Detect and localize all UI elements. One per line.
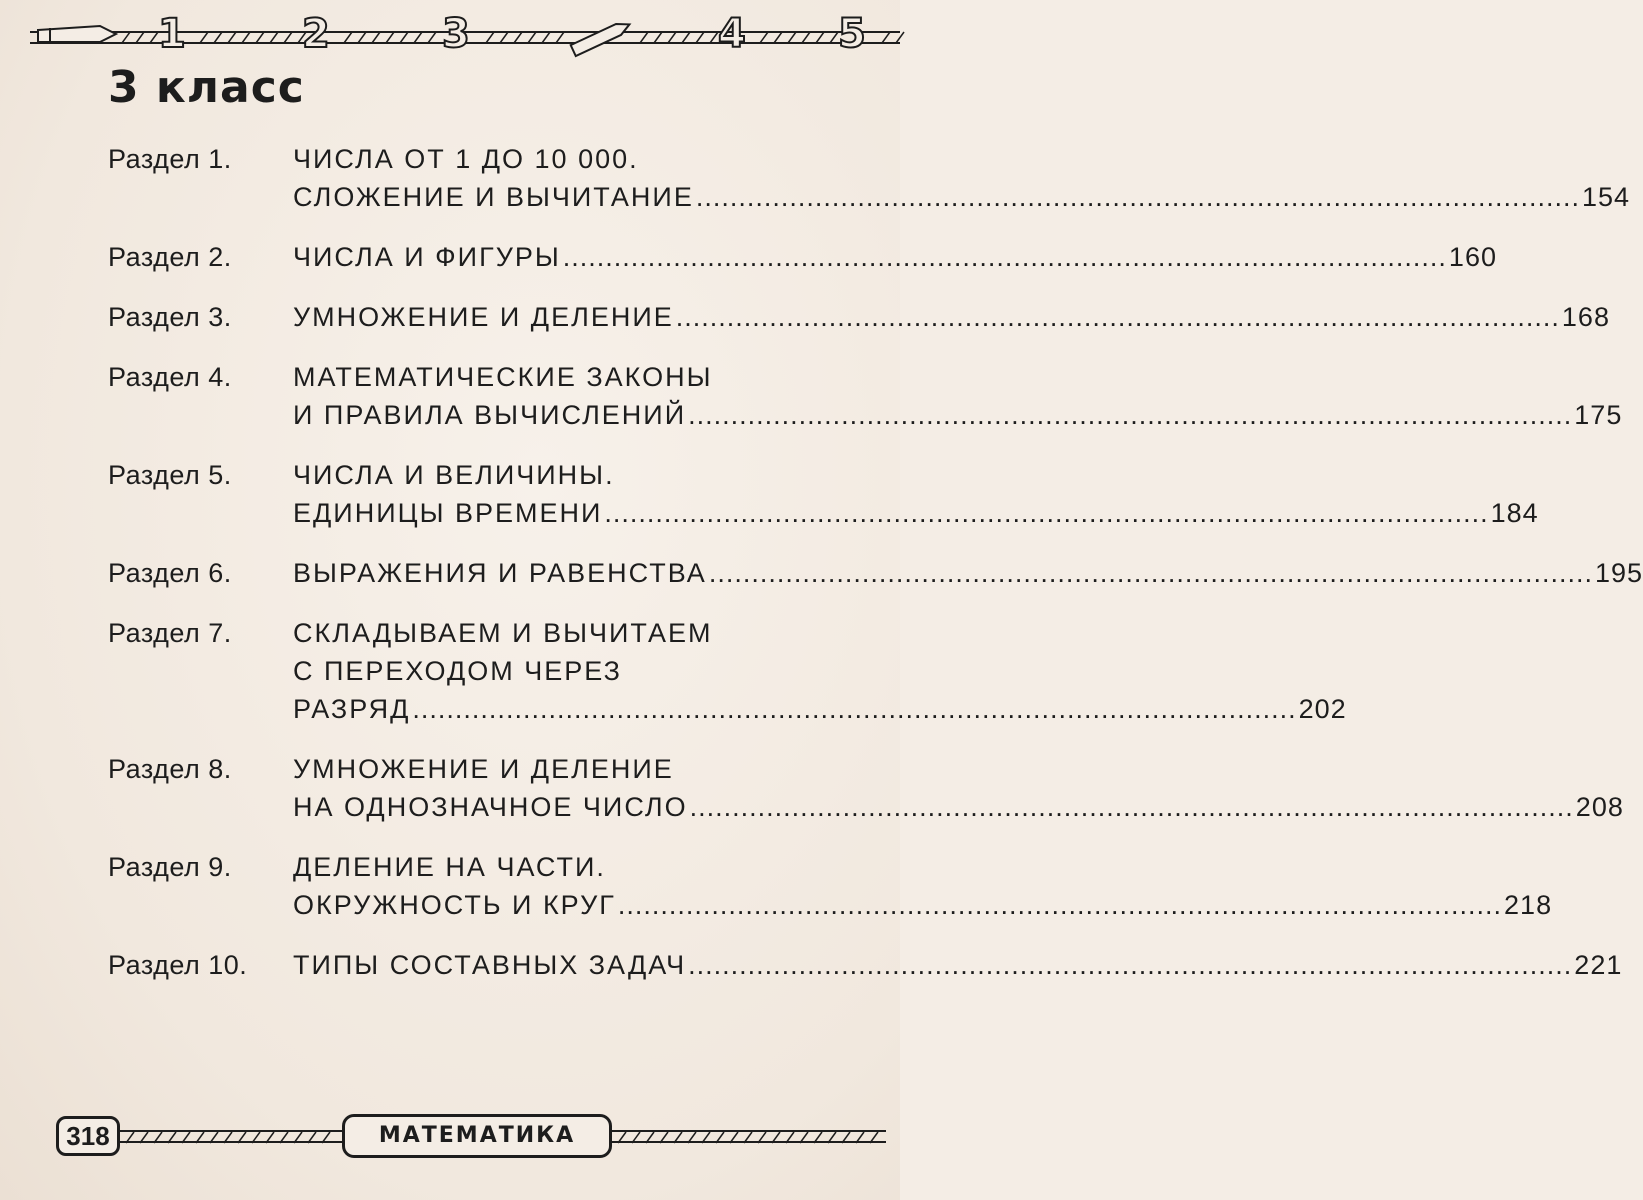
section-title-line: ЧИСЛА И ВЕЛИЧИНЫ.	[293, 460, 615, 490]
section-title-text: ОКРУЖНОСТЬ И КРУГ	[293, 890, 616, 920]
pencil-icon	[571, 19, 632, 56]
dot-leader	[696, 178, 1580, 216]
decorative-digit: 5	[838, 11, 866, 57]
section-title	[293, 358, 1622, 434]
dot-leader	[618, 886, 1502, 924]
pencil-icon	[38, 26, 116, 42]
section-label: Раздел 3.	[108, 302, 232, 332]
section-title-line	[293, 238, 1497, 276]
section-title	[293, 298, 1610, 336]
section-title-line	[293, 178, 1630, 216]
toc-entry	[108, 614, 1347, 728]
section-title-text: ВЫРАЖЕНИЯ И РАВЕНСТВА	[293, 558, 707, 588]
section-label: Раздел 10.	[108, 950, 248, 980]
section-label: Раздел 8.	[108, 754, 232, 784]
section-title-line	[293, 690, 1347, 728]
section-title	[293, 554, 1643, 592]
toc-entry	[108, 238, 1497, 276]
footer	[56, 1112, 886, 1162]
dot-leader	[688, 396, 1572, 434]
toc-entry	[108, 298, 1610, 336]
page-number-badge: 318	[56, 1116, 120, 1156]
dot-leader	[688, 946, 1572, 984]
page-number: 154	[1581, 182, 1631, 212]
dot-leader	[604, 494, 1488, 532]
toc-entry	[108, 554, 1643, 592]
section-title	[293, 848, 1552, 924]
section-label: Раздел 4.	[108, 362, 232, 392]
section-title-line	[293, 788, 1624, 826]
section-title-line: МАТЕМАТИЧЕСКИЕ ЗАКОНЫ	[293, 362, 713, 392]
toc-entry	[108, 946, 1623, 984]
section-label: Раздел 1.	[108, 144, 232, 174]
page-number: 218	[1504, 890, 1553, 920]
decorative-digit: 1	[158, 11, 186, 57]
decorative-digit: 3	[442, 11, 470, 57]
section-label: Раздел 6.	[108, 558, 232, 588]
dot-leader	[690, 788, 1574, 826]
section-title	[293, 946, 1622, 984]
page-number: 221	[1574, 950, 1623, 980]
section-title-text: УМНОЖЕНИЕ И ДЕЛЕНИЕ	[293, 302, 674, 332]
dot-leader	[676, 298, 1560, 336]
top-decorative-border	[30, 12, 900, 57]
section-title-text: РАЗРЯД	[293, 694, 411, 724]
grade-title: 3 класс	[108, 62, 305, 113]
section-title-line: ЧИСЛА ОТ 1 ДО 10 000.	[293, 144, 639, 174]
section-label: Раздел 2.	[108, 242, 232, 272]
page-number: 208	[1575, 792, 1624, 822]
page-number: 160	[1448, 242, 1497, 272]
section-title-line	[293, 396, 1622, 434]
table-of-contents	[108, 140, 1643, 1006]
toc-entry	[108, 848, 1553, 924]
section-label: Раздел 7.	[108, 618, 232, 648]
section-title	[293, 614, 1347, 728]
decorative-digit: 4	[718, 11, 746, 57]
section-title-line	[293, 886, 1552, 924]
section-title	[293, 238, 1497, 276]
toc-entry	[108, 750, 1624, 826]
section-title-line	[293, 494, 1539, 532]
section-title-text: И ПРАВИЛА ВЫЧИСЛЕНИЙ	[293, 400, 687, 430]
section-title	[293, 750, 1624, 826]
section-title	[293, 456, 1539, 532]
page-number: 168	[1561, 302, 1610, 332]
section-label: Раздел 9.	[108, 852, 232, 882]
section-title	[293, 140, 1630, 216]
page-number: 175	[1574, 400, 1623, 430]
section-title-text: ЧИСЛА И ФИГУРЫ	[293, 242, 561, 272]
section-title-text: НА ОДНОЗНАЧНОЕ ЧИСЛО	[293, 792, 688, 822]
section-title-text: ТИПЫ СОСТАВНЫХ ЗАДАЧ	[293, 950, 687, 980]
dot-leader	[563, 238, 1447, 276]
subject-badge: МАТЕМАТИКА	[342, 1114, 612, 1158]
decorative-digit: 2	[302, 11, 330, 57]
section-label: Раздел 5.	[108, 460, 232, 490]
section-title-line: УМНОЖЕНИЕ И ДЕЛЕНИЕ	[293, 754, 674, 784]
section-title-line: ДЕЛЕНИЕ НА ЧАСТИ.	[293, 852, 606, 882]
toc-entry	[108, 358, 1623, 434]
page-number: 202	[1298, 694, 1347, 724]
section-title-line	[293, 554, 1643, 592]
dot-leader	[412, 690, 1296, 728]
section-title-text: ЕДИНИЦЫ ВРЕМЕНИ	[293, 498, 603, 528]
dot-leader	[709, 554, 1593, 592]
section-title-line	[293, 946, 1622, 984]
section-title-line: СКЛАДЫВАЕМ И ВЫЧИТАЕМ	[293, 618, 713, 648]
page-number: 184	[1490, 498, 1539, 528]
section-title-line	[293, 298, 1610, 336]
section-title-line: С ПЕРЕХОДОМ ЧЕРЕЗ	[293, 656, 622, 686]
toc-entry	[108, 140, 1631, 216]
section-title-text: СЛОЖЕНИЕ И ВЫЧИТАНИЕ	[293, 182, 694, 212]
page-number: 195	[1594, 558, 1643, 588]
toc-entry	[108, 456, 1539, 532]
